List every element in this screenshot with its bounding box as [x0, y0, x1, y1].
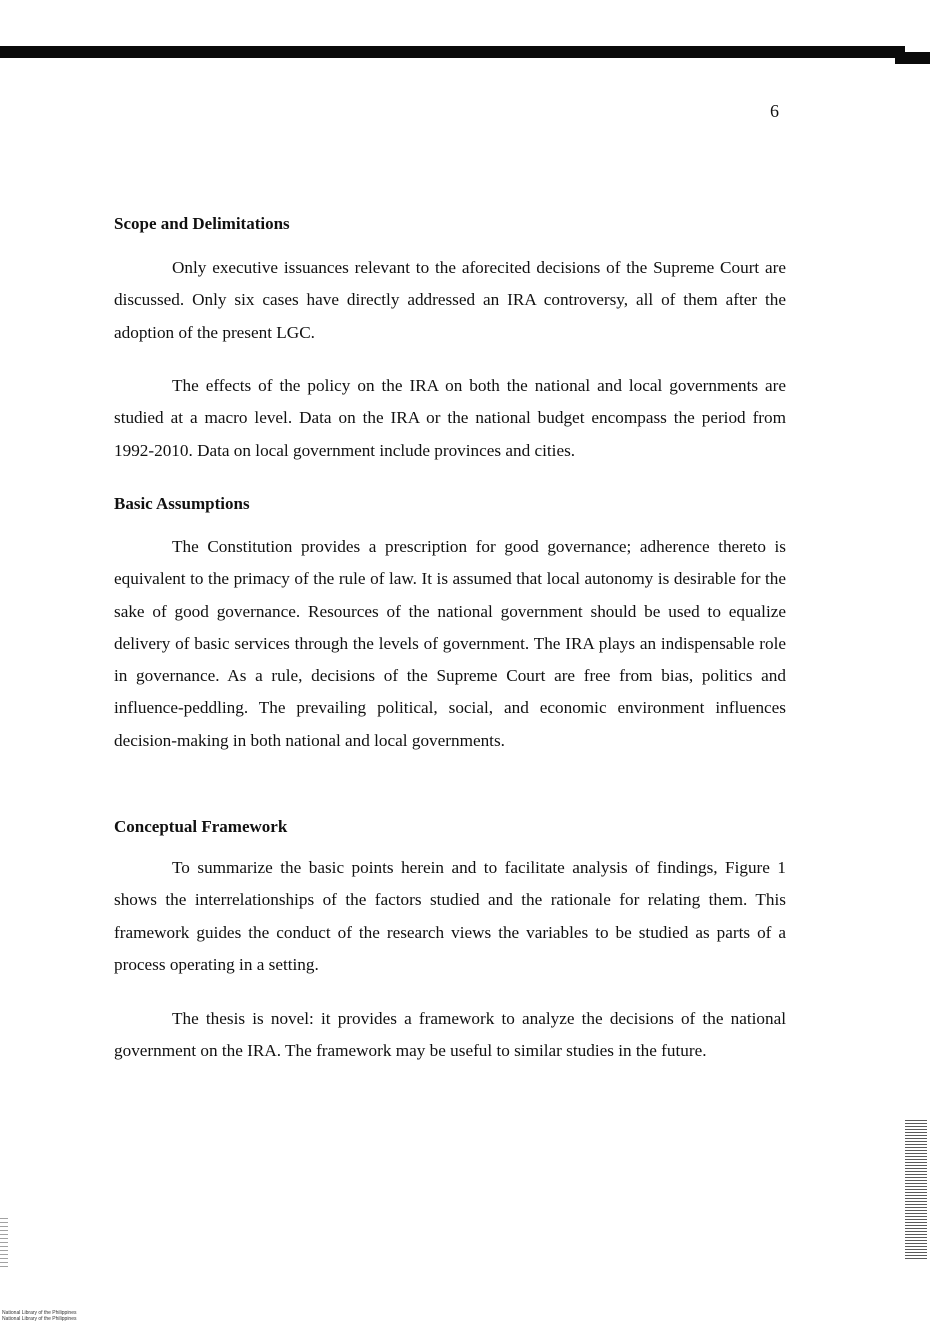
- section-heading-scope: Scope and Delimitations: [114, 214, 290, 233]
- section-heading-framework: Conceptual Framework: [114, 817, 288, 836]
- library-stamp: [2, 1310, 77, 1322]
- scan-noise-left: [0, 1218, 8, 1268]
- section-heading-assumptions: Basic Assumptions: [114, 494, 250, 513]
- scan-noise-right: [905, 1120, 927, 1260]
- library-stamp-line: National Library of the Philippines: [2, 1316, 77, 1322]
- page-number: 6: [770, 101, 779, 121]
- paragraph-framework-2: The thesis is novel: it provides a framework to analyze the decisions of the national government on the IRA. The framework may be useful to similar studies in the future.: [114, 1009, 786, 1061]
- paragraph-scope-2: The effects of the policy on the IRA on both the national and local governments are studied at a macro level. Data on the IRA or the national budget encompass the period from 1992-2010. Data on local government include provinces and cities.: [114, 376, 786, 460]
- paragraph-framework-1: To summarize the basic points herein and to facilitate analysis of findings, Figure 1 shows the interrelationships of the factors studied and the rationale for relating them. This framework guides the conduct of the research views the variables to be studied as parts of a process operating in a setting.: [114, 858, 786, 974]
- paragraph-scope-1: Only executive issuances relevant to the aforecited decisions of the Supreme Court are discussed. Only six cases have directly addressed an IRA controversy, all of them after the adoption of the present LGC.: [114, 258, 786, 342]
- scan-border-bar-tail: [895, 52, 930, 64]
- library-stamp-line: National Library of the Philippines: [2, 1310, 77, 1316]
- scan-border-bar: [0, 46, 905, 58]
- paragraph-assumptions-1: The Constitution provides a prescription for good governance; adherence thereto is equivalent to the primacy of the rule of law. It is assumed that local autonomy is desirable for the sake of good governance. Resources of the national government should be used to equalize delivery of basic services through the levels of government. The IRA plays an indispensable role in governance. As a rule, decisions of the Supreme Court are free from bias, politics and influence-peddling. The prevailing political, social, and economic environment influences decision-making in both national and local governments.: [114, 537, 786, 750]
